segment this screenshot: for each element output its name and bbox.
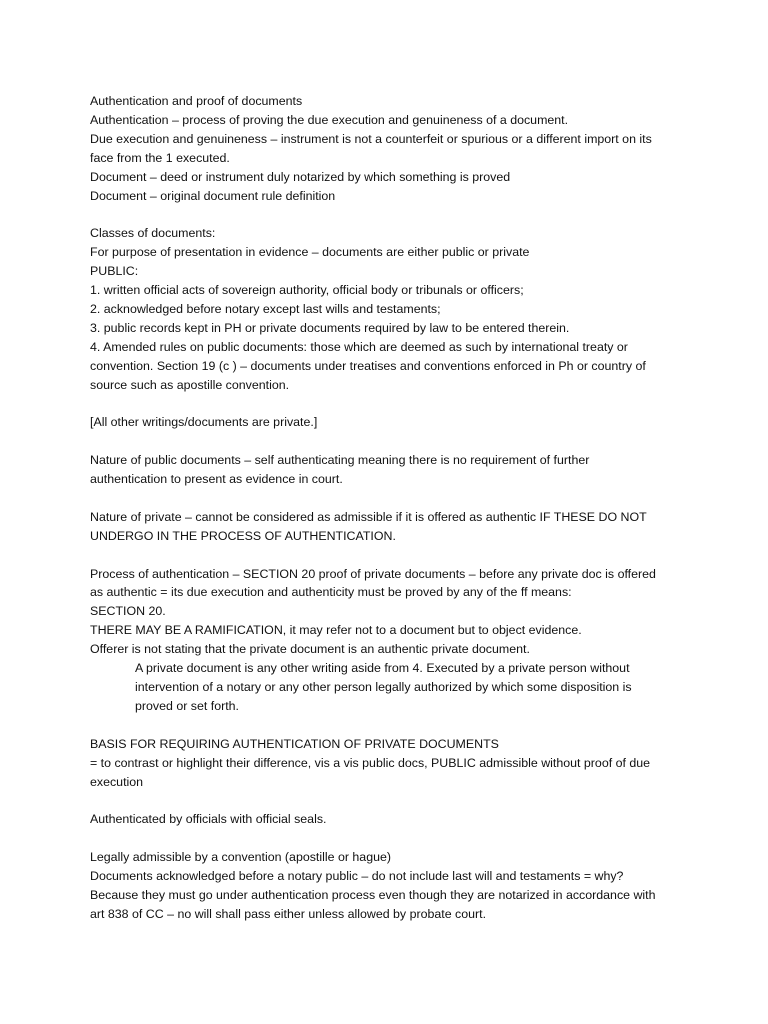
text-line: 2. acknowledged before notary except last wills and testaments; [90, 301, 441, 316]
text-line: Due execution and genuineness – instrument is not a counterfeit or spurious or a different import on its [90, 131, 652, 146]
text-line: Process of authentication – SECTION 20 proof of private documents – before any private doc is offered [90, 566, 656, 581]
text-line: BASIS FOR REQUIRING AUTHENTICATION OF PRIVATE DOCUMENTS [90, 736, 499, 751]
text-line: art 838 of CC – no will shall pass either unless allowed by probate court. [90, 906, 487, 921]
text-line: For purpose of presentation in evidence – documents are either public or private [90, 245, 530, 260]
text-line: [All other writings/documents are private.] [90, 415, 318, 430]
text-line: Classes of documents: [90, 226, 216, 241]
text-line: 3. public records kept in PH or private documents required by law to be entered therein. [90, 320, 570, 335]
text-line: Documents acknowledged before a notary public – do not include last will and testaments = why? [90, 869, 624, 884]
text-line: Document – deed or instrument duly notarized by which something is proved [90, 169, 511, 184]
text-line: THERE MAY BE A RAMIFICATION, it may refer not to a document but to object evidence. [90, 623, 582, 638]
text-line: Legally admissible by a convention (apostille or hague) [90, 850, 391, 865]
text-line: execution [90, 774, 144, 789]
paragraph-spacer [90, 791, 680, 810]
text-line: 4. Amended rules on public documents: those which are deemed as such by international treaty or [90, 339, 628, 354]
paragraph-spacer [90, 489, 680, 508]
text-line: face from the 1 executed. [90, 150, 230, 165]
text-line: Document – original document rule definition [90, 188, 336, 203]
text-line: Authenticated by officials with official seals. [90, 812, 327, 827]
paragraph-spacer [90, 829, 680, 848]
text-line: SECTION 20. [90, 604, 166, 619]
indented-text-line: A private document is any other writing aside from 4. Executed by a private person without [135, 661, 630, 676]
paragraph-spacer [90, 716, 680, 735]
text-line: 1. written official acts of sovereign authority, official body or tribunals or officers; [90, 283, 524, 298]
text-line: authentication to present as evidence in court. [90, 472, 343, 487]
indented-text-line: proved or set forth. [135, 698, 239, 713]
paragraph-spacer [90, 394, 680, 413]
document-body [90, 92, 680, 924]
text-line: Nature of private – cannot be considered as admissible if it is offered as authentic IF THESE DO NOT [90, 509, 647, 524]
text-line: Authentication and proof of documents [90, 94, 303, 108]
text-line: source such as apostille convention. [90, 377, 290, 392]
text-line: Nature of public documents – self authenticating meaning there is no requirement of further [90, 453, 590, 468]
text-line: Because they must go under authentication process even though they are notarized in accordance with [90, 887, 656, 902]
text-line: = to contrast or highlight their difference, vis a vis public docs, PUBLIC admissible without proof of due [90, 755, 651, 770]
text-line: UNDERGO IN THE PROCESS OF AUTHENTICATION. [90, 528, 396, 543]
text-line: as authentic = its due execution and authenticity must be proved by any of the ff means: [90, 585, 572, 600]
text-line: Authentication – process of proving the due execution and genuineness of a document. [90, 112, 569, 127]
text-line: Offerer is not stating that the private document is an authentic private document. [90, 642, 530, 657]
text-line: PUBLIC: [90, 264, 139, 279]
paragraph-spacer [90, 546, 680, 565]
paragraph-spacer [90, 205, 680, 224]
indented-text-line: intervention of a notary or any other person legally authorized by which some disposition is [135, 680, 632, 695]
text-line: convention. Section 19 (c ) – documents under treatises and conventions enforced in Ph or country of [90, 358, 646, 373]
paragraph-spacer [90, 432, 680, 451]
